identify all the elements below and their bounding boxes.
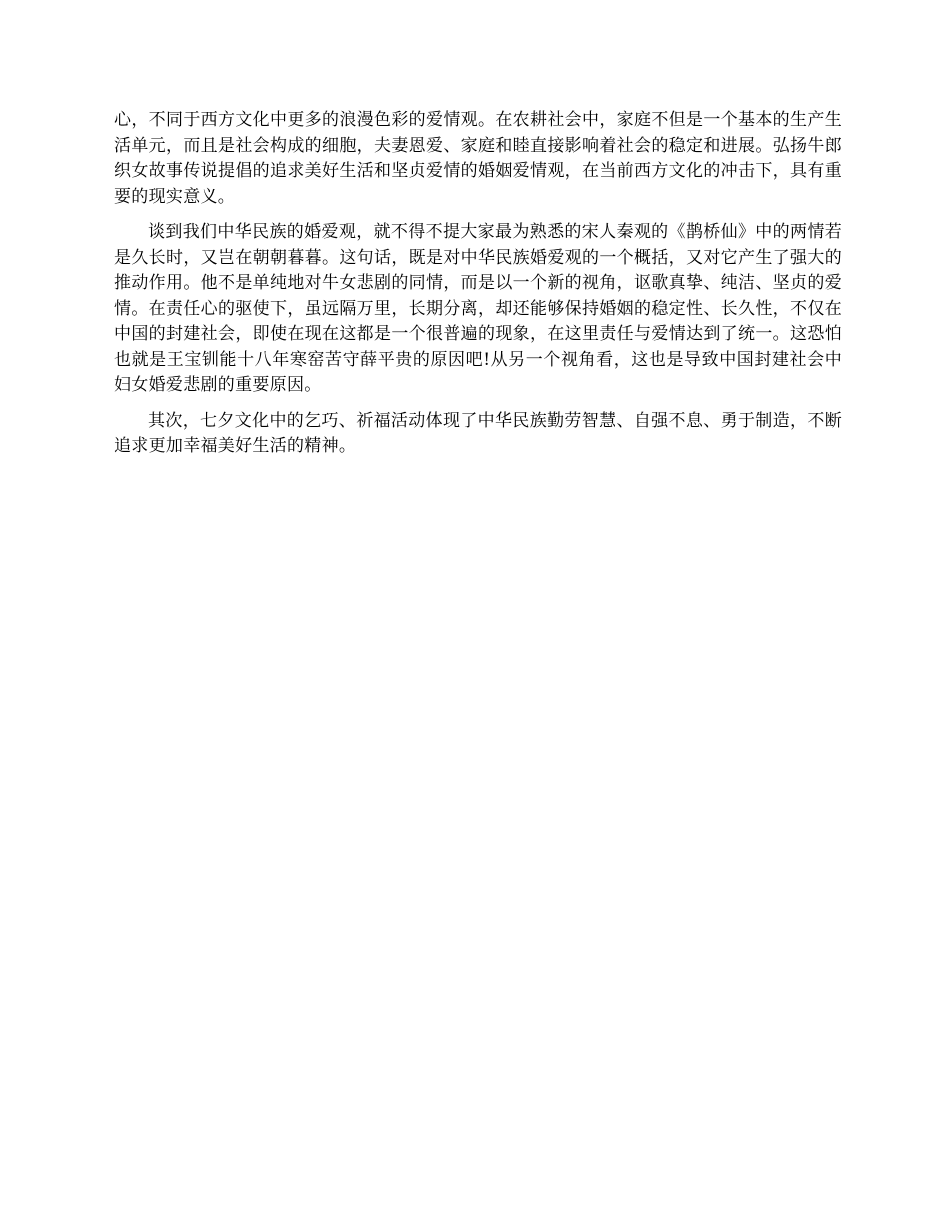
paragraph-continuation: 心，不同于西方文化中更多的浪漫色彩的爱情观。在农耕社会中，家庭不但是一个基本的生产生活单元，而且是社会构成的细胞，夫妻恩爱、家庭和睦直接影响着社会的稳定和进展。弘扬牛郎织女故事传说提倡的追求美好生活和坚贞爱情的婚姻爱情观，在当前西方文化的冲击下，具有重要的现实意义。 <box>114 110 842 207</box>
document-body <box>114 108 842 470</box>
paragraph-qiqiao-blessing: 其次，七夕文化中的乞巧、祈福活动体现了中华民族勤劳智慧、自强不息、勇于制造，不断追求更加幸福美好生活的精神。 <box>114 410 842 456</box>
paragraph-marriage-view: 谈到我们中华民族的婚爱观，就不得不提大家最为熟悉的宋人秦观的《鹊桥仙》中的两情若是久长时，又岂在朝朝暮暮。这句话，既是对中华民族婚爱观的一个概括，又对它产生了强大的推动作用。他不是单纯地对牛女悲剧的同情，而是以一个新的视角，讴歌真挚、纯洁、坚贞的爱情。在责任心的驱使下，虽远隔万里，长期分离，却还能够保持婚姻的稳定性、长久性，不仅在中国的封建社会，即使在现在这都是一个很普遍的现象，在这里责任与爱情达到了统一。这恐怕也就是王宝钏能十八年寒窑苦守薛平贵的原因吧!从另一个视角看，这也是导致中国封建社会中妇女婚爱悲剧的重要原因。 <box>114 222 842 395</box>
